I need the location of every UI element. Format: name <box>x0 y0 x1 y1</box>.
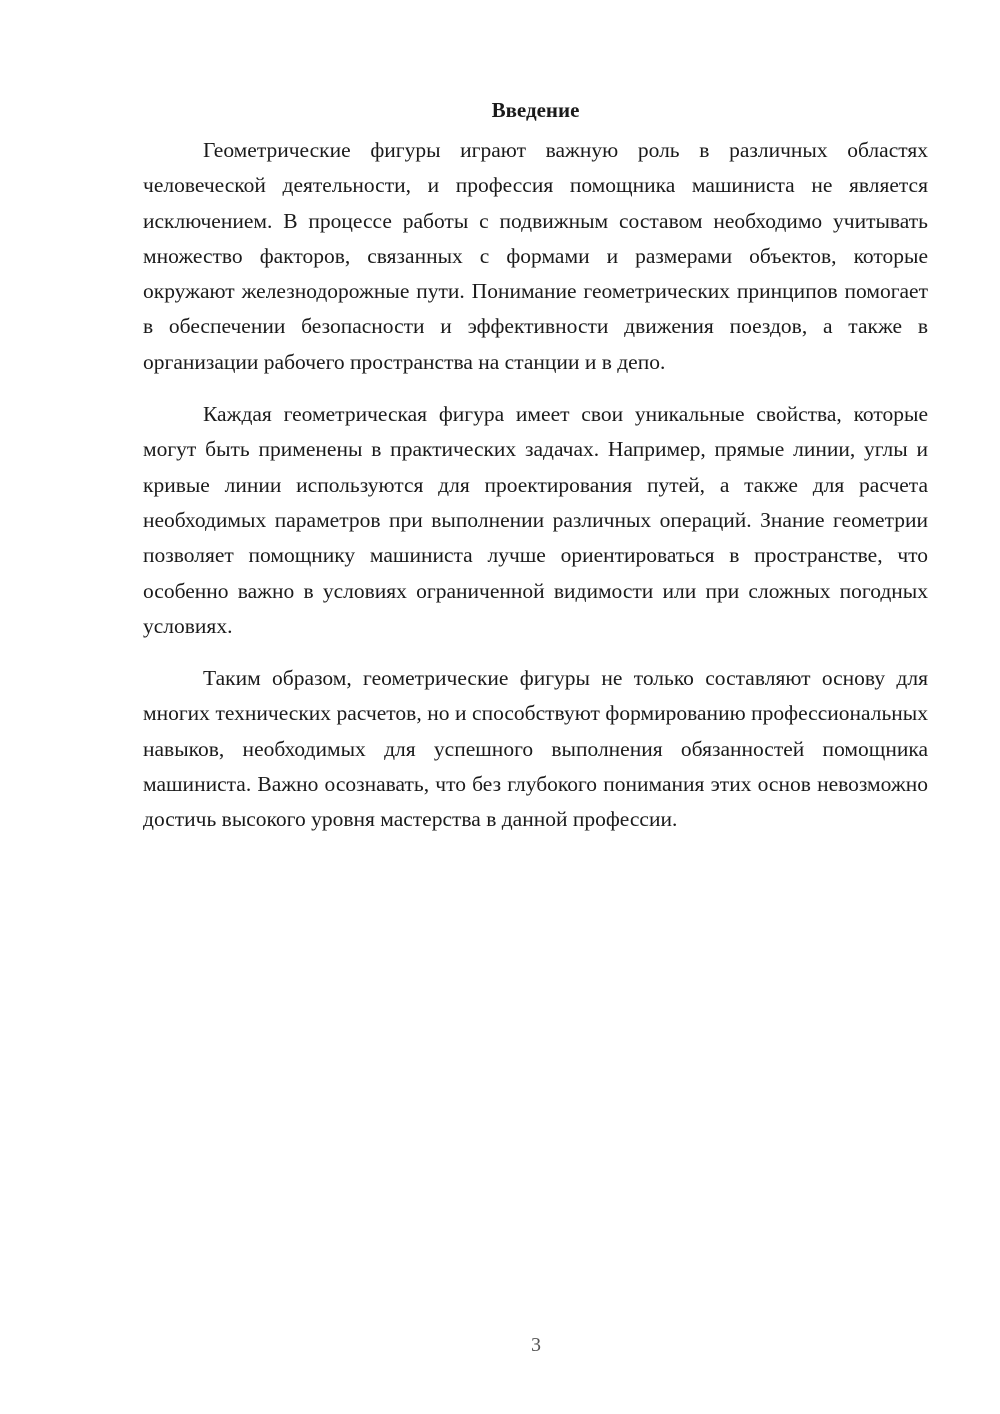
page-content <box>143 95 928 855</box>
paragraph-1: Геометрические фигуры играют важную роль в различных областях человеческой деятельности, и профессия помощника машиниста не является исключением. В процессе работы с подвижным составом необходимо учитывать множество факторов, связанных с формами и размерами объектов, которые окружают железнодорожные пути. Понимание геометрических принципов помогает в обеспечении безопасности и эффективности движения поездов, а также в организации рабочего пространства на станции и в депо. <box>143 138 928 374</box>
page-number: 3 <box>531 1334 541 1356</box>
paragraph-3: Таким образом, геометрические фигуры не только составляют основу для многих технических расчетов, но и способствуют формированию профессиональных навыков, необходимых для успешного выполнения обязанностей помощника машиниста. Важно осознавать, что без глубокого понимания этих основ невозможно достичь высокого уровня мастерства в данной профессии. <box>143 666 928 832</box>
paragraph-2: Каждая геометрическая фигура имеет свои уникальные свойства, которые могут быть применены в практических задачах. Например, прямые линии, углы и кривые линии используются для проектирования путей, а также для расчета необходимых параметров при выполнении различных операций. Знание геометрии позволяет помощнику машиниста лучше ориентироваться в пространстве, что особенно важно в условиях ограниченной видимости или при сложных погодных условиях. <box>143 402 928 638</box>
section-heading: Введение <box>491 98 580 122</box>
